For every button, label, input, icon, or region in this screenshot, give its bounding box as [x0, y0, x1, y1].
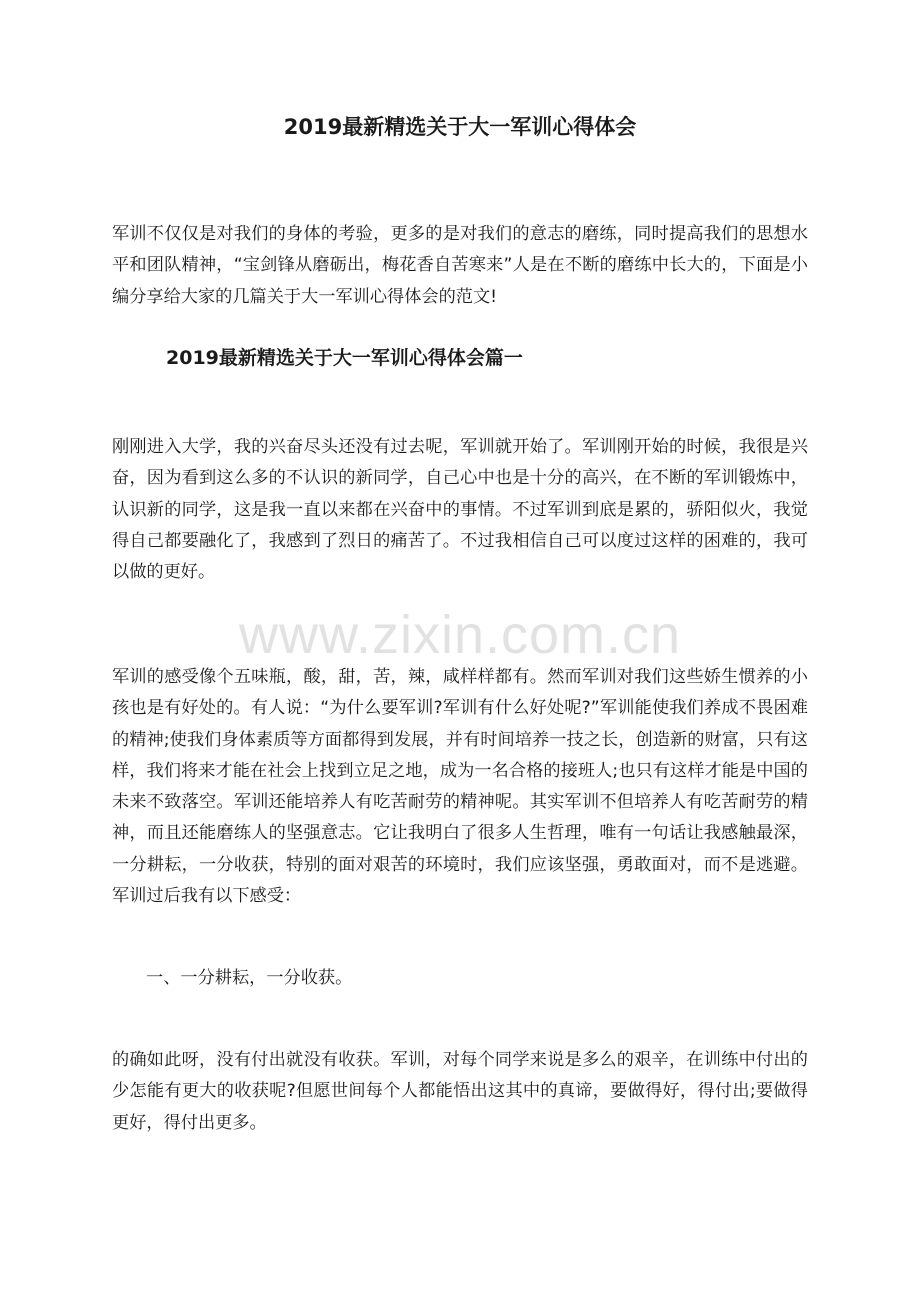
body-paragraph: 军训的感受像个五味瓶，酸，甜，苦，辣，咸样样都有。然而军训对我们这些娇生惯养的小孩也是有好处的。有人说：“为什么要军训?军训有什么好处呢?”军训能使我们养成不畏困难的精神;使我们身体素质等方面都得到发展，并有时间培养一技之长，创造新的财富，只有这样，我们将来才能在社会上找到立足之地，成为一名合格的接班人;也只有这样才能是中国的未来不致落空。军训还能培养人有吃苦耐劳的精神呢。其实军训不但培养人有吃苦耐劳的精神，而且还能磨练人的坚强意志。它让我明白了很多人生哲理，唯有一句话让我感触最深，一分耕耘，一分收获，特别的面对艰苦的环境时，我们应该坚强，勇敢面对，而不是逃避。军训过后我有以下感受：: [112, 667, 808, 907]
body-paragraph: 刚刚进入大学，我的兴奋尽头还没有过去呢，军训就开始了。军训刚开始的时候，我很是兴奋，因为看到这么多的不认识的新同学，自己心中也是十分的高兴，在不断的军训锻炼中，认识新的同学，这是我一直以来都在兴奋中的事情。不过军训到底是累的，骄阳似火，我觉得自己都要融化了，我感到了烈日的痛苦了。不过我相信自己可以度过这样的困难的，我可以做的更好。: [112, 437, 808, 583]
section-title: 2019最新精选关于大一军训心得体会篇一: [166, 347, 523, 369]
point-heading: 一、一分耕耘，一分收获。: [146, 968, 353, 988]
intro-paragraph: 军训不仅仅是对我们的身体的考验，更多的是对我们的意志的磨练，同时提高我们的思想水平和团队精神，“宝剑锋从磨砺出，梅花香自苦寒来”人是在不断的磨练中长大的，下面是小编分享给大家的几篇关于大一军训心得体会的范文!: [112, 224, 808, 307]
watermark: www.zixin.com.cn: [238, 605, 682, 665]
body-paragraph: 的确如此呀，没有付出就没有收获。军训，对每个同学来说是多么的艰辛，在训练中付出的少怎能有更大的收获呢?但愿世间每个人都能悟出这其中的真谛，要做得好，得付出;要做得更好，得付出更多。: [112, 1050, 808, 1133]
document-title: 2019最新精选关于大一军训心得体会: [283, 115, 637, 139]
